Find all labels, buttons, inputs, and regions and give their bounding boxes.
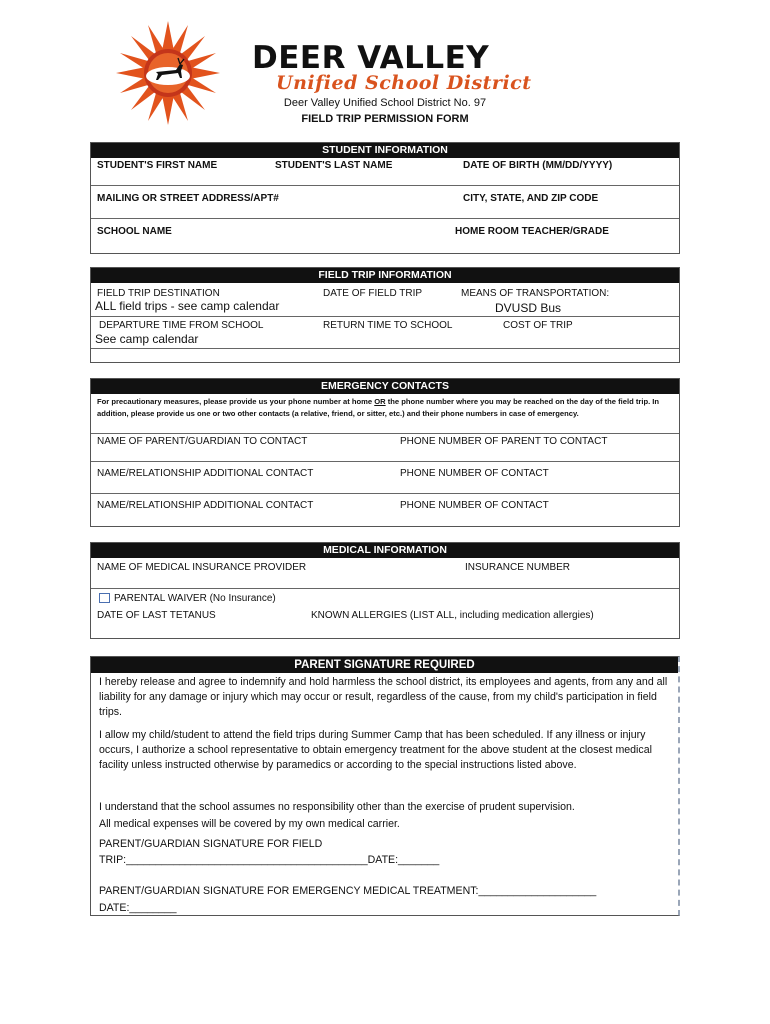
return-time-field[interactable]: RETURN TIME TO SCHOOL — [323, 320, 453, 331]
school-name-field[interactable]: SCHOOL NAME — [97, 226, 172, 237]
known-allergies-field[interactable]: KNOWN ALLERGIES (LIST ALL, including medication allergies) — [311, 610, 594, 621]
last-tetanus-field[interactable]: DATE OF LAST TETANUS — [97, 610, 216, 621]
homeroom-teacher-field[interactable]: HOME ROOM TEACHER/GRADE — [455, 226, 609, 237]
parental-waiver-label: PARENTAL WAIVER (No Insurance) — [114, 593, 276, 604]
additional-contact-2-field[interactable]: NAME/RELATIONSHIP ADDITIONAL CONTACT — [97, 500, 314, 511]
emergency-contacts-section — [90, 378, 680, 527]
logo-title: DEER VALLEY — [252, 40, 490, 76]
insurance-number-field[interactable]: INSURANCE NUMBER — [465, 562, 571, 573]
signature-section — [90, 656, 680, 916]
medical-signature-date-line[interactable]: DATE:________ — [99, 902, 177, 914]
student-last-name-field[interactable]: STUDENT'S LAST NAME — [275, 160, 393, 171]
destination-label: FIELD TRIP DESTINATION — [97, 288, 220, 299]
district-logo — [108, 18, 248, 128]
medical-signature-line[interactable]: PARENT/GUARDIAN SIGNATURE FOR EMERGENCY MEDICAL TREATMENT:____________________ — [99, 885, 597, 897]
authorization-paragraph: I allow my child/student to attend the field trips during Summer Camp that has been scheduled. If any illness or injury occurs, I authorize a school representative to obtain emergency treatment for the above student at the closest medical facility unless instructed otherwise by paramedics or according to the special instructions listed above. — [99, 729, 652, 771]
date-of-birth-field[interactable]: DATE OF BIRTH (MM/DD/YYYY) — [463, 160, 613, 171]
responsibility-line-2: All medical expenses will be covered by my own medical carrier. — [99, 818, 400, 830]
city-state-zip-field[interactable]: CITY, STATE, AND ZIP CODE — [463, 193, 599, 204]
divider — [91, 588, 679, 589]
field-trip-signature-line[interactable]: TRIP:_________________________________________DATE:_______ — [99, 854, 440, 866]
divider — [91, 185, 679, 186]
logo-subtitle: Unified School District — [276, 72, 532, 94]
sun-deer-logo-icon — [108, 18, 248, 128]
medical-info-heading: MEDICAL INFORMATION — [91, 543, 679, 558]
district-line: Deer Valley Unified School District No. 97 — [283, 97, 487, 109]
divider — [91, 316, 679, 317]
destination-value[interactable]: ALL field trips - see camp calendar — [95, 299, 280, 313]
signature-heading: PARENT SIGNATURE REQUIRED — [91, 657, 678, 673]
emergency-note — [97, 396, 675, 420]
insurance-provider-field[interactable]: NAME OF MEDICAL INSURANCE PROVIDER — [97, 562, 307, 573]
emergency-note-part1: For precautionary measures, please provide us your phone number at home — [97, 397, 375, 406]
field-trip-info-heading: FIELD TRIP INFORMATION — [91, 268, 679, 283]
release-paragraph: I hereby release and agree to indemnify and hold harmless the school district, its employees and agents, from any and all liability for any damage or injury which may occur or result, regardless of the cause, from my child's participation in field trips. — [99, 676, 668, 718]
trip-date-field[interactable]: DATE OF FIELD TRIP — [323, 288, 423, 299]
divider — [91, 433, 679, 434]
parent-phone-field[interactable]: PHONE NUMBER OF PARENT TO CONTACT — [400, 436, 608, 447]
additional-contact-1-field[interactable]: NAME/RELATIONSHIP ADDITIONAL CONTACT — [97, 468, 314, 479]
divider — [91, 348, 679, 349]
parent-contact-field[interactable]: NAME OF PARENT/GUARDIAN TO CONTACT — [97, 436, 308, 447]
divider — [91, 493, 679, 494]
mailing-address-field[interactable]: MAILING OR STREET ADDRESS/APT# — [97, 193, 279, 204]
responsibility-line-1: I understand that the school assumes no responsibility other than the exercise of prudent supervision. — [99, 801, 575, 813]
form-title: FIELD TRIP PERMISSION FORM — [301, 113, 469, 125]
additional-phone-2-field[interactable]: PHONE NUMBER OF CONTACT — [400, 500, 549, 511]
student-first-name-field[interactable]: STUDENT'S FIRST NAME — [97, 160, 218, 171]
divider — [91, 218, 679, 219]
field-trip-signature-label: PARENT/GUARDIAN SIGNATURE FOR FIELD — [99, 838, 323, 850]
student-info-section — [90, 142, 680, 254]
transport-value[interactable]: DVUSD Bus — [495, 301, 562, 315]
additional-phone-1-field[interactable]: PHONE NUMBER OF CONTACT — [400, 468, 549, 479]
emergency-note-or: OR — [374, 397, 386, 406]
cost-of-trip-field[interactable]: COST OF TRIP — [503, 320, 573, 331]
medical-info-section — [90, 542, 680, 639]
divider — [91, 461, 679, 462]
departure-time-label: DEPARTURE TIME FROM SCHOOL — [99, 320, 264, 331]
parental-waiver-checkbox[interactable] — [99, 593, 110, 603]
student-info-heading: STUDENT INFORMATION — [91, 143, 679, 158]
emergency-contacts-heading: EMERGENCY CONTACTS — [91, 379, 679, 394]
emergency-note-part2: the phone number where you may be reached on the day of the field trip. In addition, please provide us one or two other contacts (a relative, friend, or sitter, etc.) and their phone numbers in case of emergency. — [97, 397, 660, 418]
transport-label: MEANS OF TRANSPORTATION: — [461, 288, 610, 299]
field-trip-info-section — [90, 267, 680, 363]
departure-time-value[interactable]: See camp calendar — [95, 332, 199, 346]
